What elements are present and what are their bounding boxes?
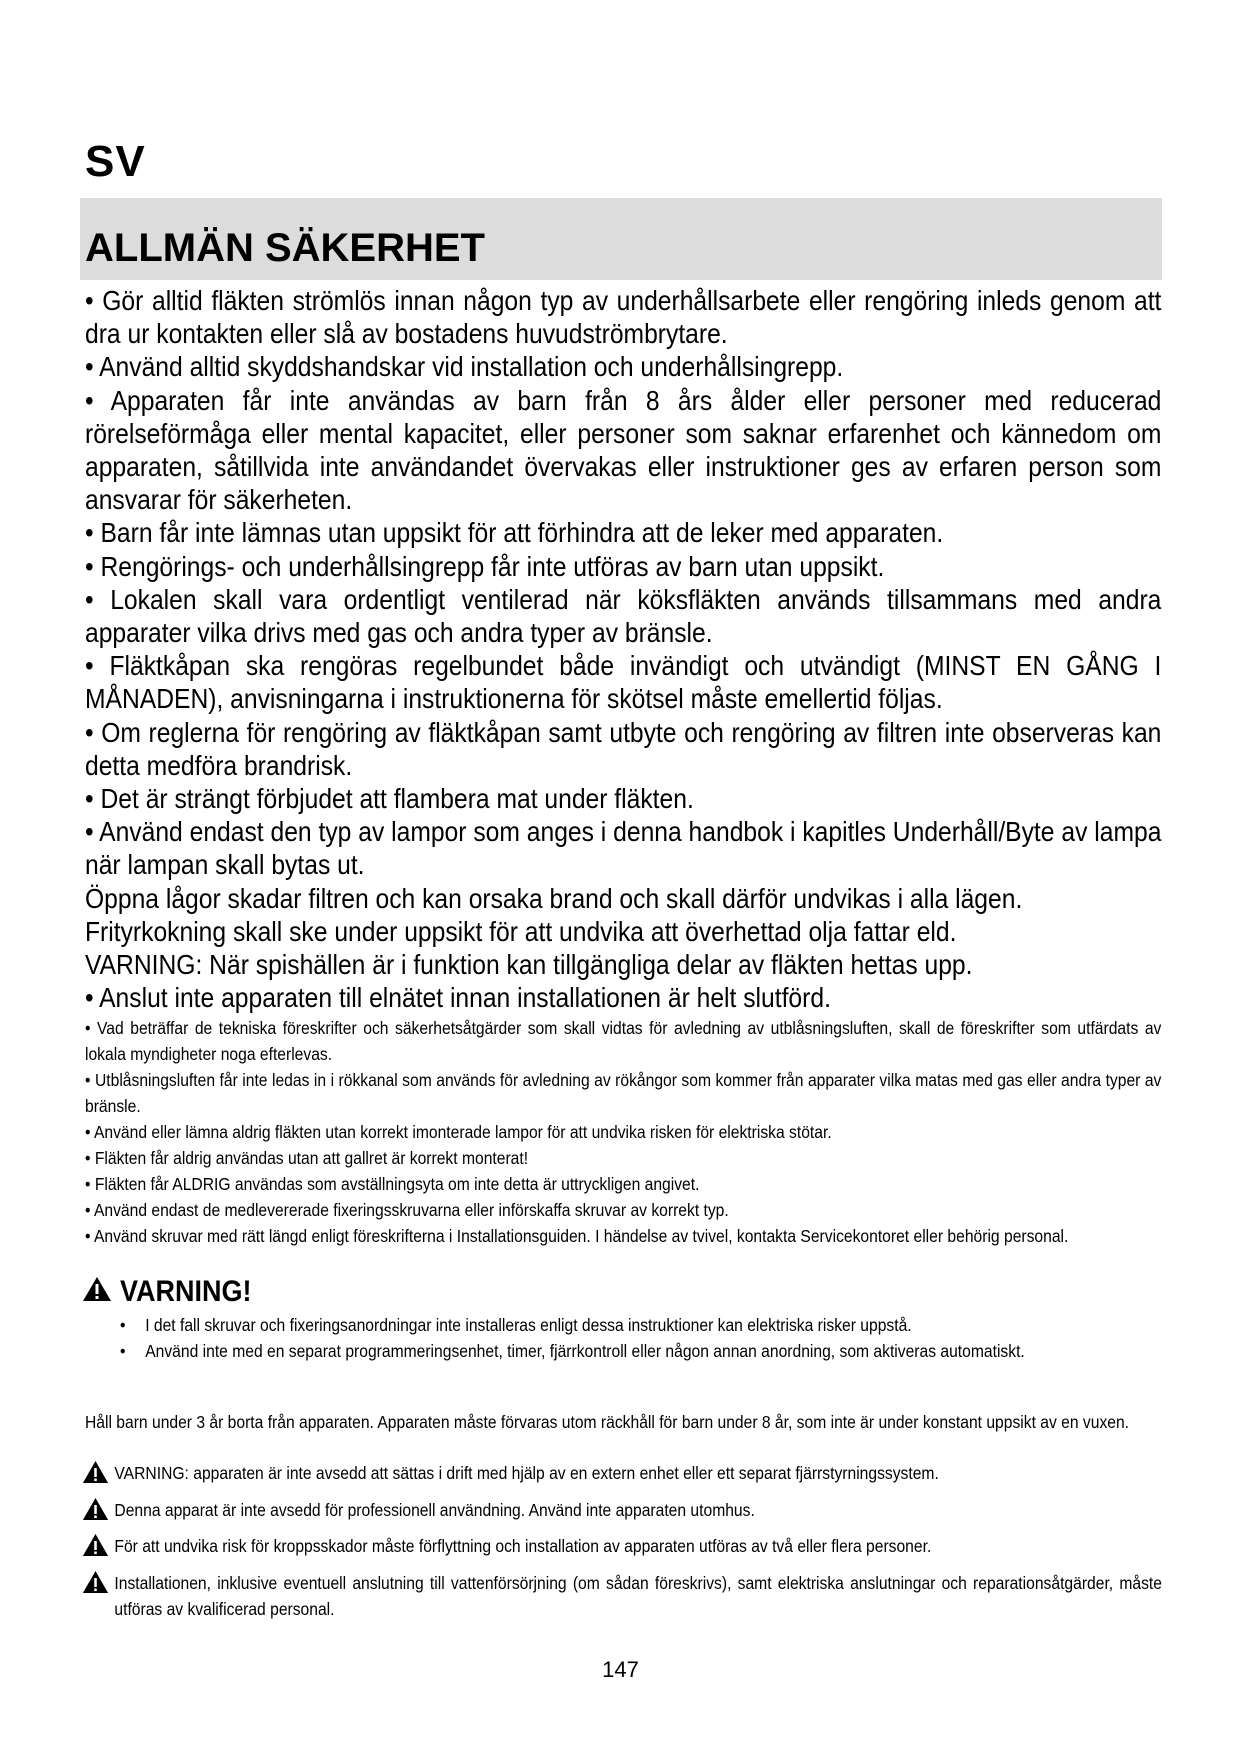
safety-item-small: • Använd skruvar med rätt längd enligt föreskrifterna i Installationsguiden. I händelse av tvivel, kontakta Servicekontoret eller behörig personal. bbox=[85, 1226, 1069, 1246]
safety-item: Öppna lågor skadar filtren och kan orsaka brand och skall därför undvikas i alla lägen. bbox=[85, 882, 1023, 914]
bullet: • bbox=[120, 1341, 126, 1361]
safety-item: • Lokalen skall vara ordentligt ventilerad när köksfläkten används tillsammans med andra apparater vilka drivs med gas och andra typer av bränsle. bbox=[85, 583, 1162, 649]
safety-item: Frityrkokning skall ske under uppsikt för att undvika att överhettad olja fattar eld. bbox=[85, 915, 957, 947]
warning-heading bbox=[82, 1276, 266, 1307]
warning-triangle-icon bbox=[82, 1533, 109, 1564]
safety-item: • Använd alltid skyddshandskar vid installation och underhållsingrepp. bbox=[85, 351, 844, 383]
safety-item: • Det är strängt förbjudet att flambera mat under fläkten. bbox=[85, 783, 694, 815]
safety-item: • Barn får inte lämnas utan uppsikt för att förhindra att de leker med apparaten. bbox=[85, 517, 944, 549]
notice-text: VARNING: apparaten är inte avsedd att sättas i drift med hjälp av en extern enhet eller ett separat fjärrstyrningssystem. bbox=[114, 1463, 939, 1483]
safety-item: • Gör alltid fläkten strömlös innan någon typ av underhållsarbete eller rengöring inleds genom att dra ur kontakten eller slå av bostadens huvudströmbrytare. bbox=[85, 285, 1162, 350]
warning-item bbox=[120, 1338, 1151, 1364]
safety-list-small bbox=[85, 1015, 1161, 1249]
warning-triangle-icon bbox=[82, 1570, 109, 1601]
notice bbox=[82, 1533, 1162, 1564]
warning-label: VARNING! bbox=[120, 1274, 252, 1308]
safety-item-small: • Vad beträffar de tekniska föreskrifter och säkerhetsåtgärder som skall vidtas för avledning av utblåsningsluften, skall de föreskrifter som utfärdats av lokala myndigheter noga efterlevas. bbox=[85, 1018, 1162, 1064]
language-code: SV bbox=[85, 137, 146, 186]
safety-item: • Apparaten får inte användas av barn från 8 års ålder eller personer med reducerad rörelseförmåga eller mental kapacitet, eller personer som saknar erfarenhet och kännedom om apparaten, såtillvida inte användandet övervakas eller instruktioner ges av erfaren person som ansvarar för säkerheten. bbox=[85, 384, 1162, 516]
warning-item bbox=[120, 1312, 1151, 1338]
safety-item: VARNING: När spishällen är i funktion kan tillgängliga delar av fläkten hettas upp. bbox=[85, 949, 973, 981]
safety-item-small: • Fläkten får aldrig användas utan att gallret är korrekt monterat! bbox=[85, 1148, 529, 1168]
safety-item: • Fläktkåpan ska rengöras regelbundet både invändigt och utvändigt (MINST EN GÅNG I MÅNADEN), anvisningarna i instruktionerna för skötsel måste emellertid följas. bbox=[85, 650, 1162, 715]
warning-item-text: Använd inte med en separat programmeringsenhet, timer, fjärrkontroll eller någon annan anordning, som aktiveras automatiskt. bbox=[145, 1341, 1025, 1361]
page-number: 147 bbox=[602, 1657, 639, 1682]
safety-item-small: • Använd endast de medlevererade fixeringsskruvarna eller införskaffa skruvar av korrekt typ. bbox=[85, 1200, 729, 1220]
warning-item-text: I det fall skruvar och fixeringsanordningar inte installeras enligt dessa instruktioner kan elektriska risker uppstå. bbox=[145, 1315, 912, 1335]
bullet: • bbox=[120, 1315, 126, 1335]
notice bbox=[82, 1497, 1162, 1528]
safety-item-small: • Fläkten får ALDRIG användas som avställningsyta om inte detta är uttryckligen angivet. bbox=[85, 1174, 700, 1194]
notice-text: Installationen, inklusive eventuell anslutning till vattenförsörjning (om sådan föreskrivs), samt elektriska anslutningar och reparationsåtgärder, måste utföras av kvalificerad personal. bbox=[114, 1573, 1162, 1619]
safety-item: • Anslut inte apparaten till elnätet innan installationen är helt slutförd. bbox=[85, 982, 831, 1014]
notice bbox=[82, 1570, 1162, 1622]
notice bbox=[82, 1460, 1162, 1491]
safety-item-small: • Använd eller lämna aldrig fläkten utan korrekt imonterade lampor för att undvika risken för elektriska stötar. bbox=[85, 1122, 832, 1142]
warning-list bbox=[120, 1312, 1151, 1364]
safety-item: • Rengörings- och underhållsingrepp får inte utföras av barn utan uppsikt. bbox=[85, 550, 885, 582]
section-title: ALLMÄN SÄKERHET bbox=[85, 226, 485, 270]
warning-triangle-icon bbox=[82, 1460, 109, 1491]
notice-text: Denna apparat är inte avsedd för professionell användning. Använd inte apparaten utomhus. bbox=[114, 1500, 755, 1520]
warning-triangle-icon bbox=[82, 1497, 109, 1528]
safety-item: • Om reglerna för rengöring av fläktkåpan samt utbyte och rengöring av filtren inte observeras kan detta medföra brandrisk. bbox=[85, 716, 1162, 781]
safety-list-large bbox=[85, 284, 1161, 1014]
child-note: Håll barn under 3 år borta från apparaten. Apparaten måste förvaras utom räckhåll för barn under 8 år, som inte är under konstant uppsikt av en vuxen. bbox=[85, 1412, 1130, 1432]
safety-item: • Använd endast den typ av lampor som anges i denna handbok i kapitles Underhåll/Byte av lampa när lampan skall bytas ut. bbox=[85, 816, 1162, 881]
warning-triangle-icon bbox=[82, 1276, 112, 1307]
notice-text: För att undvika risk för kroppsskador måste förflyttning och installation av apparaten utföras av två eller flera personer. bbox=[114, 1536, 932, 1556]
safety-item-small: • Utblåsningsluften får inte ledas in i rökkanal som används för avledning av rökångor som kommer från apparater vilka matas med gas eller andra typer av bränsle. bbox=[85, 1070, 1162, 1116]
